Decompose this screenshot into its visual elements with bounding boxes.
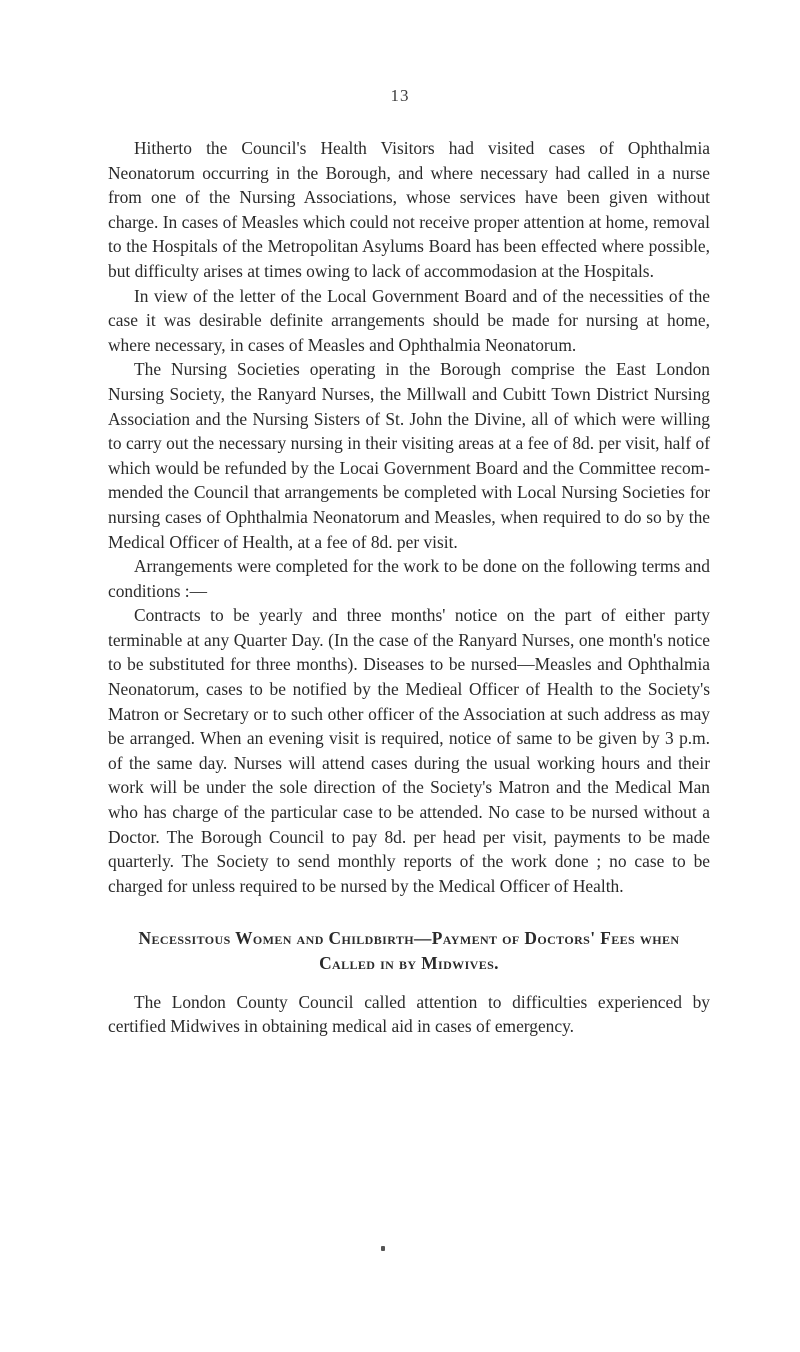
paragraph-arrangements: Arrangements were completed for the work to be done on the following terms and conditions :— bbox=[108, 556, 710, 601]
body-text bbox=[108, 136, 710, 1039]
paragraph-local-government-board: In view of the letter of the Local Government Board and of the necessities of the case it was desirable definite arrangements should be made for nursing at home, where necessary, in cases of Measles and Ophthalmia Neonatorum. bbox=[108, 285, 710, 355]
paragraph-london-county-council: The London County Council called attention to difficulties experienced by certified Midwives in obtaining medical aid in cases of emergency. bbox=[108, 991, 710, 1037]
ink-speck bbox=[381, 1246, 385, 1251]
paragraph-contract-terms: Contracts to be yearly and three months' notice on the part of either party terminable at any Quarter Day. (In the case of the Ranyard Nurses, one month's notice to be substituted for three months). Diseases to be nursed—Measles and Ophthalmia Neonatorum, cases to be notified by the Medieal Officer of Health to the Society's Matron or Secretary or to such other officer of the Association at such address as may be arranged. When an evening visit is required, notice of same to be given by 3 p.m. of the same day. Nurses will attend cases during the usual working hours and their work will be under the sole direction of the Society's Matron and the Medical Man who has charge of the particular case to be attended. No case to be nursed without a Doctor. The Borough Council to pay 8d. per head per visit, payments to be made quarterly. The Society to send monthly reports of the work done ; no case to be charged for unless required to be nursed by the Medical Officer of Health. bbox=[108, 605, 710, 896]
page-number: 13 bbox=[390, 86, 410, 105]
paragraph-health-visitors: Hitherto the Council's Health Visitors had visited cases of Ophthalmia Neonatorum occurring in the Borough, and where necessary had called in a nurse from one of the Nursing Associations, whose services have been given without charge. In cases of Measles which could not receive proper attention at home, removal to the Hospitals of the Metropolitan Asylums Board has been effected where possible, but difficulty arises at times owing to lack of accommodasion at the Hospitals. bbox=[108, 138, 710, 281]
paragraph-nursing-societies: The Nursing Societies operating in the Borough comprise the East London Nursing Society, the Ranyard Nurses, the Millwall and Cubitt Town District Nursing Association and the Nursing Sisters of St. John the Divine, all of which were willing to carry out the necessary nursing in their visiting areas at a fee of 8d. per visit, half of which would be refunded by the Locai Government Board and the Committee recommended the Council that arrangements be completed with Local Nursing Societies for nursing cases of Ophthalmia Neonatorum and Measles, when required to do so by the Medical Officer of Health, at a fee of 8d. per visit. bbox=[108, 359, 710, 552]
section-heading: Necessitous Women and Childbirth—Payment of Doctors' Fees when Called in by Midwives. bbox=[138, 928, 680, 973]
